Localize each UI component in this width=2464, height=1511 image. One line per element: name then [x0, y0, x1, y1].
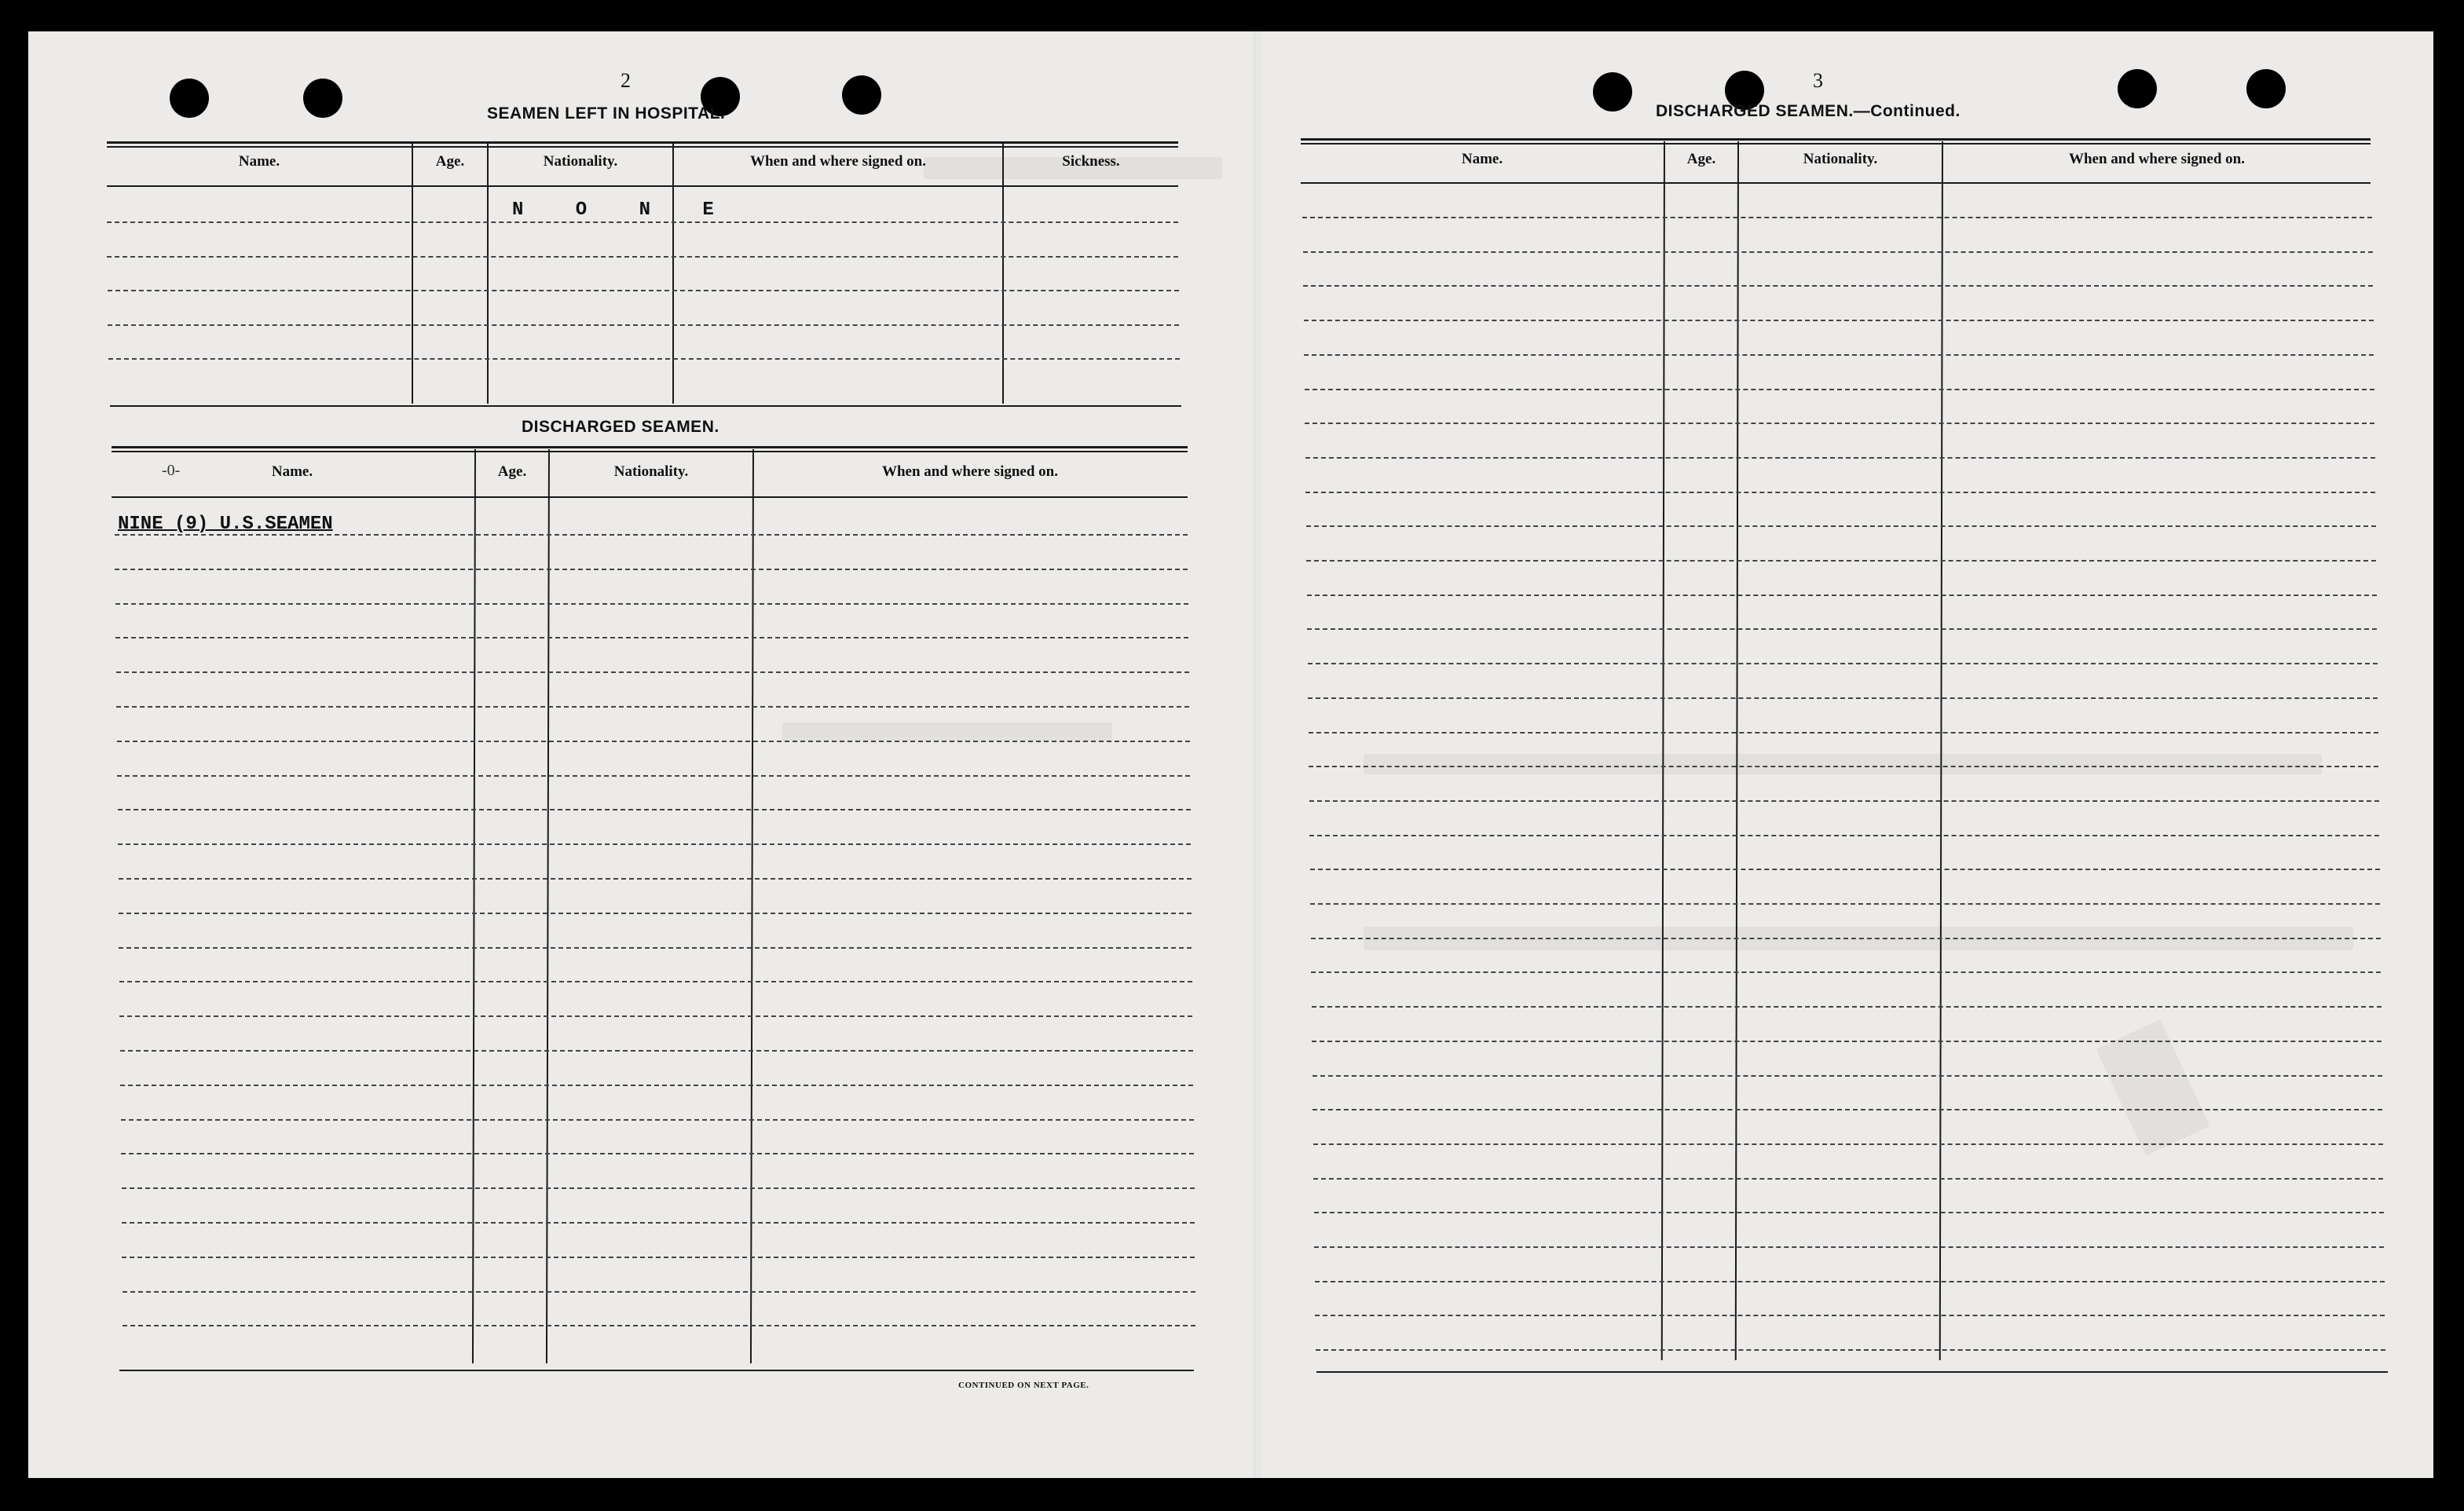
ruled-line — [1313, 1075, 2382, 1077]
ruled-line — [1311, 938, 2381, 939]
discharged-continued-title: DISCHARGED SEAMEN.—Continued. — [1656, 102, 1961, 120]
ruled-line — [1310, 903, 2380, 905]
rule — [112, 451, 1188, 452]
discharged-section-title: DISCHARGED SEAMEN. — [522, 418, 719, 436]
bleed-through-text — [1364, 754, 2322, 774]
ruled-line — [118, 809, 1191, 810]
column-divider — [472, 449, 476, 1363]
column-header-name: Name. — [238, 153, 280, 170]
ruled-line — [1307, 595, 2377, 596]
header-rule — [1301, 182, 2371, 184]
ruled-line — [108, 290, 1179, 291]
ruled-line — [119, 1015, 1192, 1017]
ruled-line — [1313, 1178, 2383, 1180]
column-divider — [1002, 143, 1004, 404]
page-fold — [1254, 31, 1261, 1478]
ruled-line — [122, 1222, 1195, 1224]
handwritten-mark: -0- — [162, 462, 181, 479]
column-header-age: Age. — [1686, 151, 1716, 167]
ruled-line — [1311, 971, 2381, 973]
ruled-line — [1304, 354, 2374, 356]
column-header-name: Name. — [271, 463, 313, 480]
punch-hole — [303, 79, 342, 118]
ruled-line — [1309, 800, 2379, 802]
ruled-line — [1313, 1109, 2382, 1110]
ruled-line — [1316, 1349, 2385, 1351]
column-divider — [672, 143, 674, 404]
punch-hole — [842, 75, 881, 115]
ruled-line — [122, 1187, 1195, 1189]
ruled-line — [1315, 1315, 2385, 1316]
ruled-line — [108, 324, 1179, 326]
ruled-line — [119, 878, 1192, 880]
rule — [107, 146, 1178, 148]
column-divider — [412, 143, 413, 404]
ruled-line — [1308, 697, 2378, 699]
bleed-through-text — [782, 723, 1112, 741]
ruled-line — [122, 1257, 1195, 1258]
column-header-signed-on: When and where signed on. — [749, 153, 926, 170]
ruled-line — [1309, 732, 2378, 734]
ruled-line — [1305, 389, 2374, 390]
punch-hole — [2246, 69, 2286, 108]
column-divider — [487, 143, 489, 404]
ruled-line — [1303, 285, 2373, 287]
page-number-right: 3 — [1813, 69, 1823, 92]
header-rule — [107, 185, 1178, 187]
ruled-line — [1305, 423, 2374, 424]
ruled-line — [119, 913, 1192, 914]
ruled-line — [1305, 492, 2375, 493]
ruled-line — [1309, 766, 2378, 767]
ruled-line — [1314, 1246, 2384, 1248]
ruled-line — [115, 603, 1188, 605]
ruled-line — [116, 671, 1189, 673]
ruled-line — [107, 256, 1178, 258]
ruled-line — [1315, 1281, 2385, 1282]
column-header-signed-on: When and where signed on. — [2068, 151, 2245, 167]
ruled-line — [107, 221, 1178, 223]
column-header-sickness: Sickness. — [1062, 153, 1120, 170]
rule — [112, 446, 1188, 448]
ruled-line — [1314, 1212, 2384, 1213]
ruled-line — [123, 1291, 1195, 1293]
ruled-line — [120, 1085, 1193, 1086]
ruled-line — [115, 534, 1188, 536]
ruled-line — [1305, 457, 2375, 459]
ruled-line — [117, 741, 1190, 742]
bottom-rule — [1316, 1371, 2388, 1373]
hospital-section-title: SEAMEN LEFT IN HOSPITAL. — [487, 104, 726, 123]
ruled-line — [118, 843, 1191, 845]
column-divider — [546, 449, 550, 1363]
page-number-left: 2 — [621, 69, 631, 92]
ruled-line — [1310, 869, 2380, 870]
column-header-name: Name. — [1461, 151, 1503, 167]
ruled-line — [119, 981, 1192, 982]
ruled-line — [123, 1325, 1195, 1326]
column-header-nationality: Nationality. — [1803, 151, 1878, 167]
ruled-line — [121, 1119, 1194, 1121]
rule — [1301, 138, 2371, 141]
header-rule — [112, 496, 1188, 498]
rule — [1301, 143, 2371, 145]
column-header-nationality: Nationality. — [613, 463, 689, 480]
ruled-line — [1302, 217, 2372, 218]
ruled-line — [115, 569, 1188, 570]
ruled-line — [116, 706, 1189, 708]
ruled-line — [1309, 835, 2379, 836]
rule — [107, 141, 1178, 144]
ruled-line — [1303, 251, 2373, 253]
column-divider — [750, 449, 754, 1363]
ruled-line — [1306, 525, 2376, 527]
bottom-rule — [119, 1370, 1194, 1371]
column-header-age: Age. — [497, 463, 527, 480]
discharged-entry: NINE (9) U.S.SEAMEN — [118, 514, 333, 535]
ruled-line — [117, 775, 1190, 777]
ruled-line — [119, 947, 1192, 949]
ruled-line — [1312, 1041, 2382, 1042]
continued-footer: CONTINUED ON NEXT PAGE. — [958, 1381, 1089, 1390]
ruled-line — [1306, 560, 2376, 562]
column-header-signed-on: When and where signed on. — [881, 463, 1058, 480]
punch-hole — [2118, 69, 2157, 108]
ruled-line — [1308, 663, 2378, 664]
column-header-nationality: Nationality. — [543, 153, 618, 170]
ruled-line — [1312, 1006, 2382, 1008]
punch-hole — [1593, 72, 1632, 112]
ruled-line — [121, 1153, 1194, 1154]
ledger-sheet — [28, 31, 2433, 1478]
rule — [110, 405, 1181, 407]
punch-hole — [170, 79, 209, 118]
column-header-age: Age. — [435, 153, 465, 170]
ruled-line — [1313, 1143, 2383, 1145]
ruled-line — [108, 358, 1180, 360]
ruled-line — [1307, 628, 2377, 630]
ruled-line — [1304, 320, 2374, 321]
hospital-entry-none: N O N E — [512, 199, 734, 221]
ruled-line — [115, 637, 1188, 638]
ruled-line — [120, 1050, 1193, 1052]
